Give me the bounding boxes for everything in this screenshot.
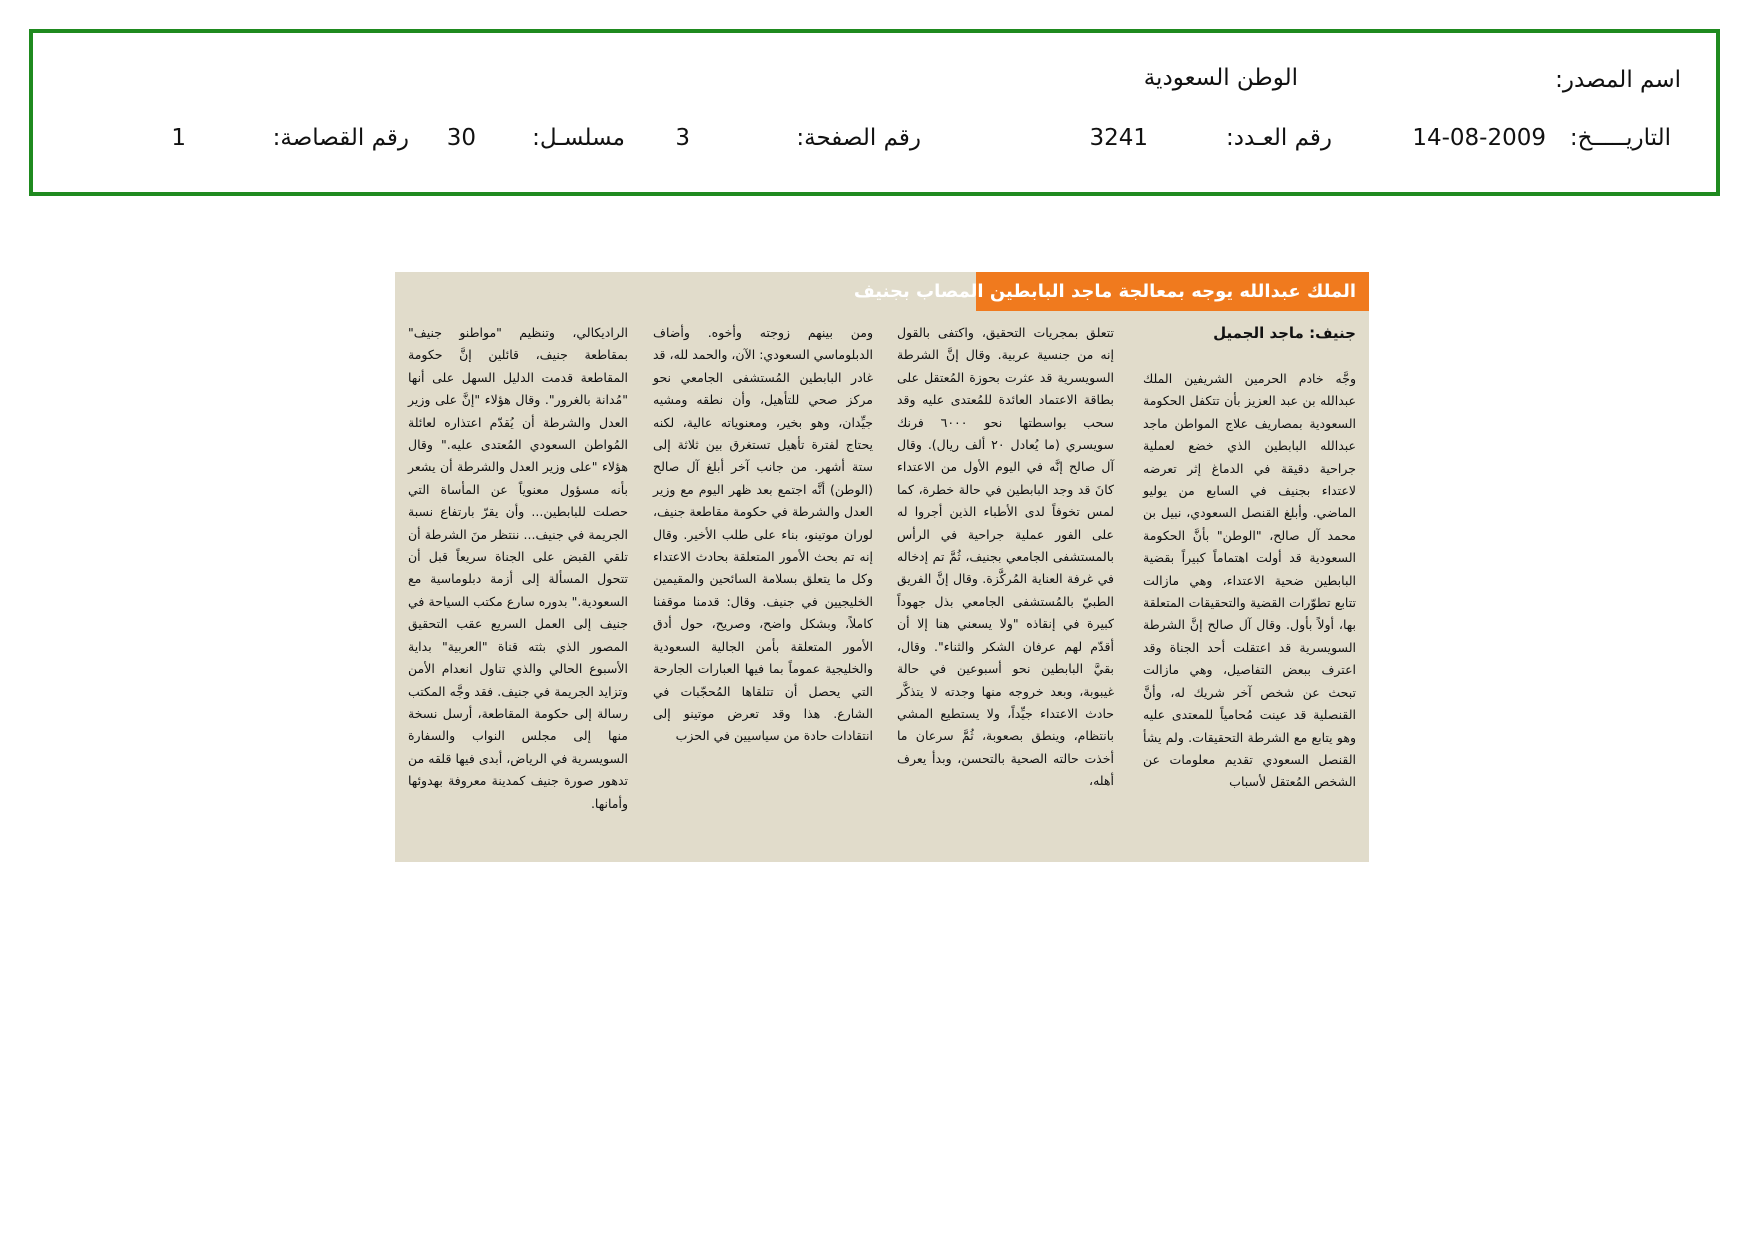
issue-label: رقم العـدد: <box>1225 125 1332 151</box>
clipping-metadata-box <box>29 29 1720 196</box>
article-column-2 <box>897 322 1114 838</box>
clip-number-label: رقم القصاصة: <box>272 125 409 151</box>
article-column-2-text: تتعلق بمجريات التحقيق، واكتفى بالقول إنه من جنسية عربية. وقال إنَّ الشرطة السويسرية قد عثرت بحوزة المُعتقل على بطاقة الاعتماد العائدة للمُعتدى عليه وقد سحب بواسطتها نحو ٦٠٠٠ فرنك سويسري (ما يُعادل ٢٠ ألف ريال). وقال آل صالح إنَّه في اليوم الأول من الاعتداء كانَ قد وجد البابطين في حالة خطرة، كما لمس تخوفاً لدى الأطباء الذين أجروا له على الفور عملية جراحية في الرأس بالمستشفى الجامعي بجنيف، ثُمَّ تم إدخاله في غرفة العناية المُركَّزة. وقال إنَّ الفريق الطبيّ بالمُستشفى الجامعي بذل جهوداً كبيرة في إنقاذه "ولا يسعني هنا إلا أن أقدّم لهم عرفان الشكر والثناء". وقال، بقيَّ البابطين نحو أسبوعين في حالة غيبوبة، وبعد خروجه منها وجدته لا يتذكَّر حادث الاعتداء جيِّداً، ولا يستطيع المشي بانتظام، وينطق بصعوبة، ثُمَّ سرعان ما أخذت حالته الصحية بالتحسن، وبدأ يعرف أهله، <box>897 325 1114 789</box>
page-number-label: رقم الصفحة: <box>796 125 921 151</box>
source-label: اسم المصدر: <box>1555 67 1681 93</box>
article-column-4-text: الراديكالي، وتنظيم "مواطنو جنيف" بمقاطعة جنيف، قائلين إنَّ حكومة المقاطعة قدمت الدليل السهل على أنها "مُدانة بالغرور". وقال هؤلاء "إنَّ على وزير العدل والشرطة أن يُقدّم اعتذاره لعائلة المُواطن السعودي المُعتدى عليه." وقال هؤلاء "على وزير العدل والشرطة أن يشعر بأنه مسؤول معنوياً عن المأساة التي حصلت للبابطين... وأن يقرّ بارتفاع نسبة الجريمة في جنيف... ننتظر منَ الشرطة أن تلقي القبض على الجناة سريعاً قبل أن تتحول المسألة إلى أزمة دبلوماسية مع السعودية." بدوره سارع مكتب السياحة في جنيف إلى العمل السريع عقب التحقيق المصور الذي بثته قناة "العربية" بداية الأسبوع الحالي والذي تناول انعدام الأمن وتزايد الجريمة في جنيف. فقد وجَّه المكتب رسالة إلى حكومة المقاطعة، أرسل نسخة منها إلى مجلس النواب والسفارة السويسرية في الرياض، أبدى فيها قلقه من تدهور صورة جنيف كمدينة معروفة بهدوئها وأمانها. <box>408 325 628 811</box>
issue-value: 3241 <box>1089 125 1148 151</box>
date-label: التاريـــــخ: <box>1569 125 1671 151</box>
article-column-4 <box>408 322 628 838</box>
article-column-1-text: وجَّه خادم الحرمين الشريفين الملك عبدالله بن عبد العزيز بأن تتكفل الحكومة السعودية بمصاريف علاج المواطن ماجد عبدالله البابطين الذي خضع لعملية جراحية دقيقة في الدماغ إثر تعرضه لاعتداء بجنيف في السابع من يوليو الماضي. وأبلغ القنصل السعودي، نبيل بن محمد آل صالح، "الوطن" بأنَّ الحكومة السعودية قد أولت اهتماماً كبيراً بقضية البابطين ضحية الاعتداء، وهي مازالت تتابع تطوّرات القضية والتحقيقات المتعلقة بها، أولاً بأول. وقال آل صالح إنَّ الشرطة السويسرية قد اعتقلت أحد الجناة وقد اعترف ببعض التفاصيل، وهي مازالت تبحث عن شخص آخر شريك له، وأنَّ القنصلية قد عينت مُحامياً للمعتدى عليه وهو يتابع مع الشرطة التحقيقات. ولم يشأ القنصل السعودي تقديم معلومات عن الشخص المُعتقل لأسباب <box>1143 371 1356 790</box>
article-byline: جنيف: ماجد الجميل <box>1213 324 1356 342</box>
newspaper-clipping <box>395 272 1369 862</box>
page-number-value: 3 <box>675 125 690 151</box>
article-column-3 <box>653 322 873 838</box>
source-value: الوطن السعودية <box>1143 65 1298 91</box>
serial-value: 30 <box>446 125 476 151</box>
date-value: 14-08-2009 <box>1412 125 1546 151</box>
article-column-3-text: ومن بينهم زوجته وأخوه. وأضاف الدبلوماسي السعودي: الآن، والحمد لله، قد غادر البابطين المُستشفى الجامعي نحو مركز صحي للتأهيل، وأن نطقه ومشيه جيِّدان، وهو بخير، ومعنوياته عالية، لكنه يحتاج لفترة تأهيل تستغرق بين ثلاثة إلى ستة أشهر. من جانب آخر أبلغ آل صالح (الوطن) أنَّه اجتمع بعد ظهر اليوم مع وزير العدل والشرطة في حكومة مقاطعة جنيف، لوران موتينو، بناء على طلب الأخير. وقال إنه تم بحث الأمور المتعلقة بحادث الاعتداء وكل ما يتعلق بسلامة السائحين والمقيمين الخليجيين في جنيف. وقال: قدمنا موقفنا كاملاً، وبشكل واضح، وصريح، حول أدق الأمور المتعلقة بأمن الجالية السعودية والخليجية عموماً بما فيها العبارات الجارحة التي يحصل أن تتلقاها المُحجّبات في الشارع. هذا وقد تعرض موتينو إلى انتقادات حادة من سياسيين في الحزب <box>653 325 873 744</box>
serial-label: مسلسـل: <box>532 125 625 151</box>
article-headline: الملك عبدالله يوجه بمعالجة ماجد البابطين المصاب بجنيف <box>976 272 1369 311</box>
article-column-1 <box>1143 368 1356 838</box>
clip-number-value: 1 <box>171 125 186 151</box>
